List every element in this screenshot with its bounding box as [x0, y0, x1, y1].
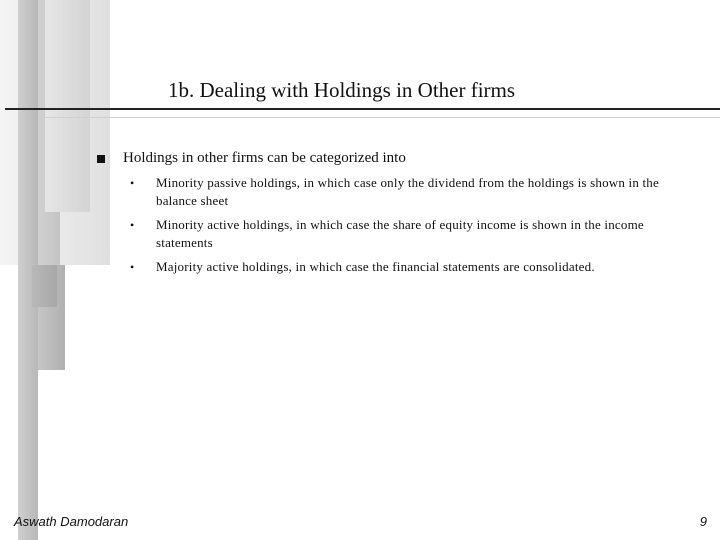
list-item [130, 174, 690, 210]
sub-bullet-list [130, 174, 690, 282]
sub-bullet-text: Majority active holdings, in which case the financial statements are consolidated. [156, 259, 595, 274]
bullet-icon: • [130, 260, 135, 274]
footer-author: Aswath Damodaran [14, 514, 129, 529]
title-divider [5, 108, 720, 110]
page-number: 9 [699, 514, 707, 529]
title-underline [40, 117, 720, 118]
bullet-icon: • [130, 218, 135, 232]
sub-bullet-text: Minority active holdings, in which case the share of equity income is shown in the income statements [156, 217, 644, 250]
slide-title: 1b. Dealing with Holdings in Other firms [168, 78, 516, 102]
square-bullet-icon [97, 155, 105, 163]
list-item [130, 216, 690, 252]
decorative-bar [32, 265, 57, 307]
sub-bullet-text: Minority passive holdings, in which case only the dividend from the holdings is shown in the balance sheet [156, 175, 659, 208]
bullet-icon: • [130, 176, 135, 190]
list-item [130, 258, 690, 276]
decorative-bar [45, 0, 90, 212]
main-bullet-text: Holdings in other firms can be categorized into [123, 150, 406, 166]
